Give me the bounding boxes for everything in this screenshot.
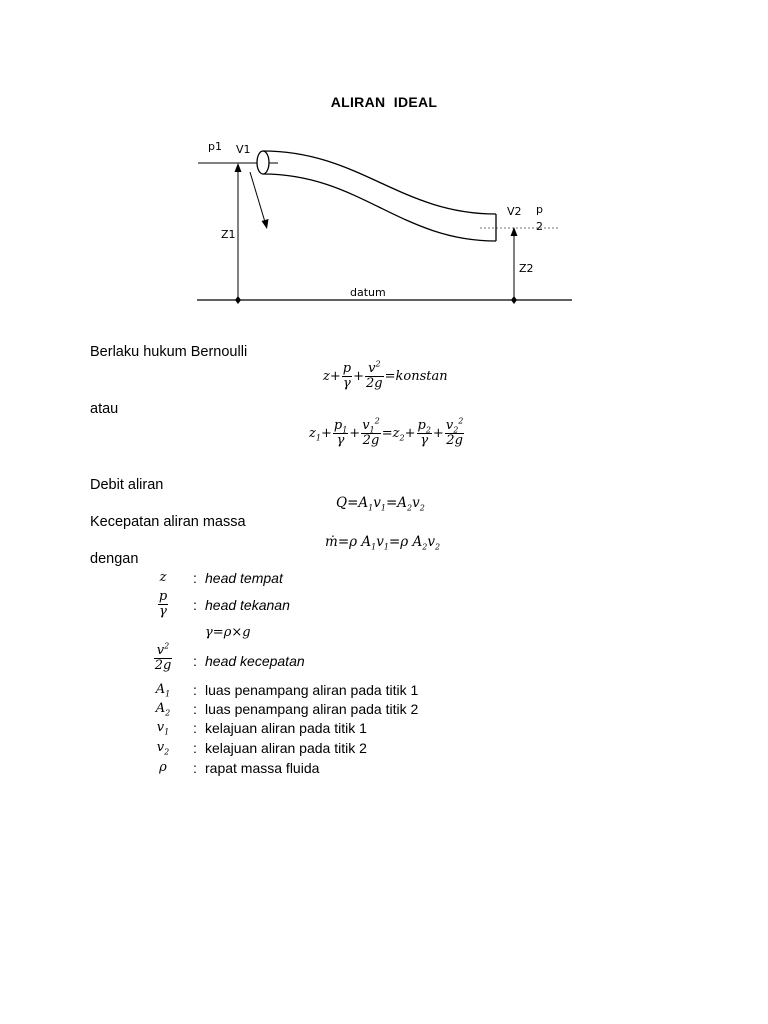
page-title: ALIRAN IDEAL [330,94,438,110]
def-a2: luas penampang aliran pada titik 2 [205,701,419,717]
continuity-equation: $Q=A_1v_1=A_2v_2$ [336,495,425,513]
symbol-z: z [159,570,167,585]
symbol-v2-over-2g: $\frac{v^2}{2g}$ [154,641,172,673]
symbol-v1: $v_1$ [156,720,170,737]
v1-arrowhead [262,219,269,229]
colon: : [193,760,197,776]
mass-flow-equation: ṁ=ρ $A_1v_1=\rho$ $A_2v_2$ [325,534,441,552]
v1-arrow [250,172,265,222]
bernoulli-two-point-equation: $z_1+$ $\frac{p_1}{\gamma}$ + $\frac{v_1^2}{2g}$ $=z_2+$ $\frac{p_2}{\gamma}$ + $\frac{v_2^2}{2g}$ [309,416,464,448]
symbol-v2: $v_2$ [156,740,170,757]
gamma-definition: γ=ρ×g [205,625,251,640]
symbol-p-over-gamma: $\frac{p}{\gamma}$ [158,589,168,619]
z1-arrowhead [235,163,242,172]
bernoulli-equation: z+ $\frac{p}{\gamma}$ + $\frac{v^2}{2g}$ =konstan [323,359,448,391]
atau-text: atau [90,401,119,417]
label-datum: datum [350,286,386,299]
colon: : [193,682,197,698]
bernoulli-text: Berlaku hukum Bernoulli [90,344,248,360]
pipe-inlet [257,151,269,174]
eq-konstan: konstan [395,369,448,384]
label-p2-p: p [536,203,543,216]
symbol-a1: $A_1$ [155,682,171,699]
def-v1: kelajuan aliran pada titik 1 [205,720,367,736]
def-rho: rapat massa fluida [205,760,320,776]
label-p1: p1 [208,140,222,153]
def-head-tempat: head tempat [205,570,283,586]
label-v1: V1 [236,143,251,156]
debit-text: Debit aliran [90,477,164,493]
mass-flow-text: Kecepatan aliran massa [90,514,246,530]
label-z2: Z2 [519,262,534,275]
label-v2: V2 [507,205,522,218]
def-head-kecepatan: head kecepatan [205,653,305,669]
colon: : [193,597,197,613]
colon: : [193,653,197,669]
dengan-text: dengan [90,551,139,567]
colon: : [193,570,197,586]
colon: : [193,740,197,756]
pipe-top-edge [263,151,496,214]
label-z1: Z1 [221,228,236,241]
colon: : [193,701,197,717]
pipe-flow-diagram [0,0,768,330]
def-v2: kelajuan aliran pada titik 2 [205,740,367,756]
pipe-bottom-edge [263,174,496,241]
symbol-a2: $A_2$ [155,701,171,718]
def-a1: luas penampang aliran pada titik 1 [205,682,419,698]
label-p2-2: 2 [536,220,543,233]
symbol-rho: ρ [159,760,167,775]
colon: : [193,720,197,736]
def-head-tekanan: head tekanan [205,597,290,613]
